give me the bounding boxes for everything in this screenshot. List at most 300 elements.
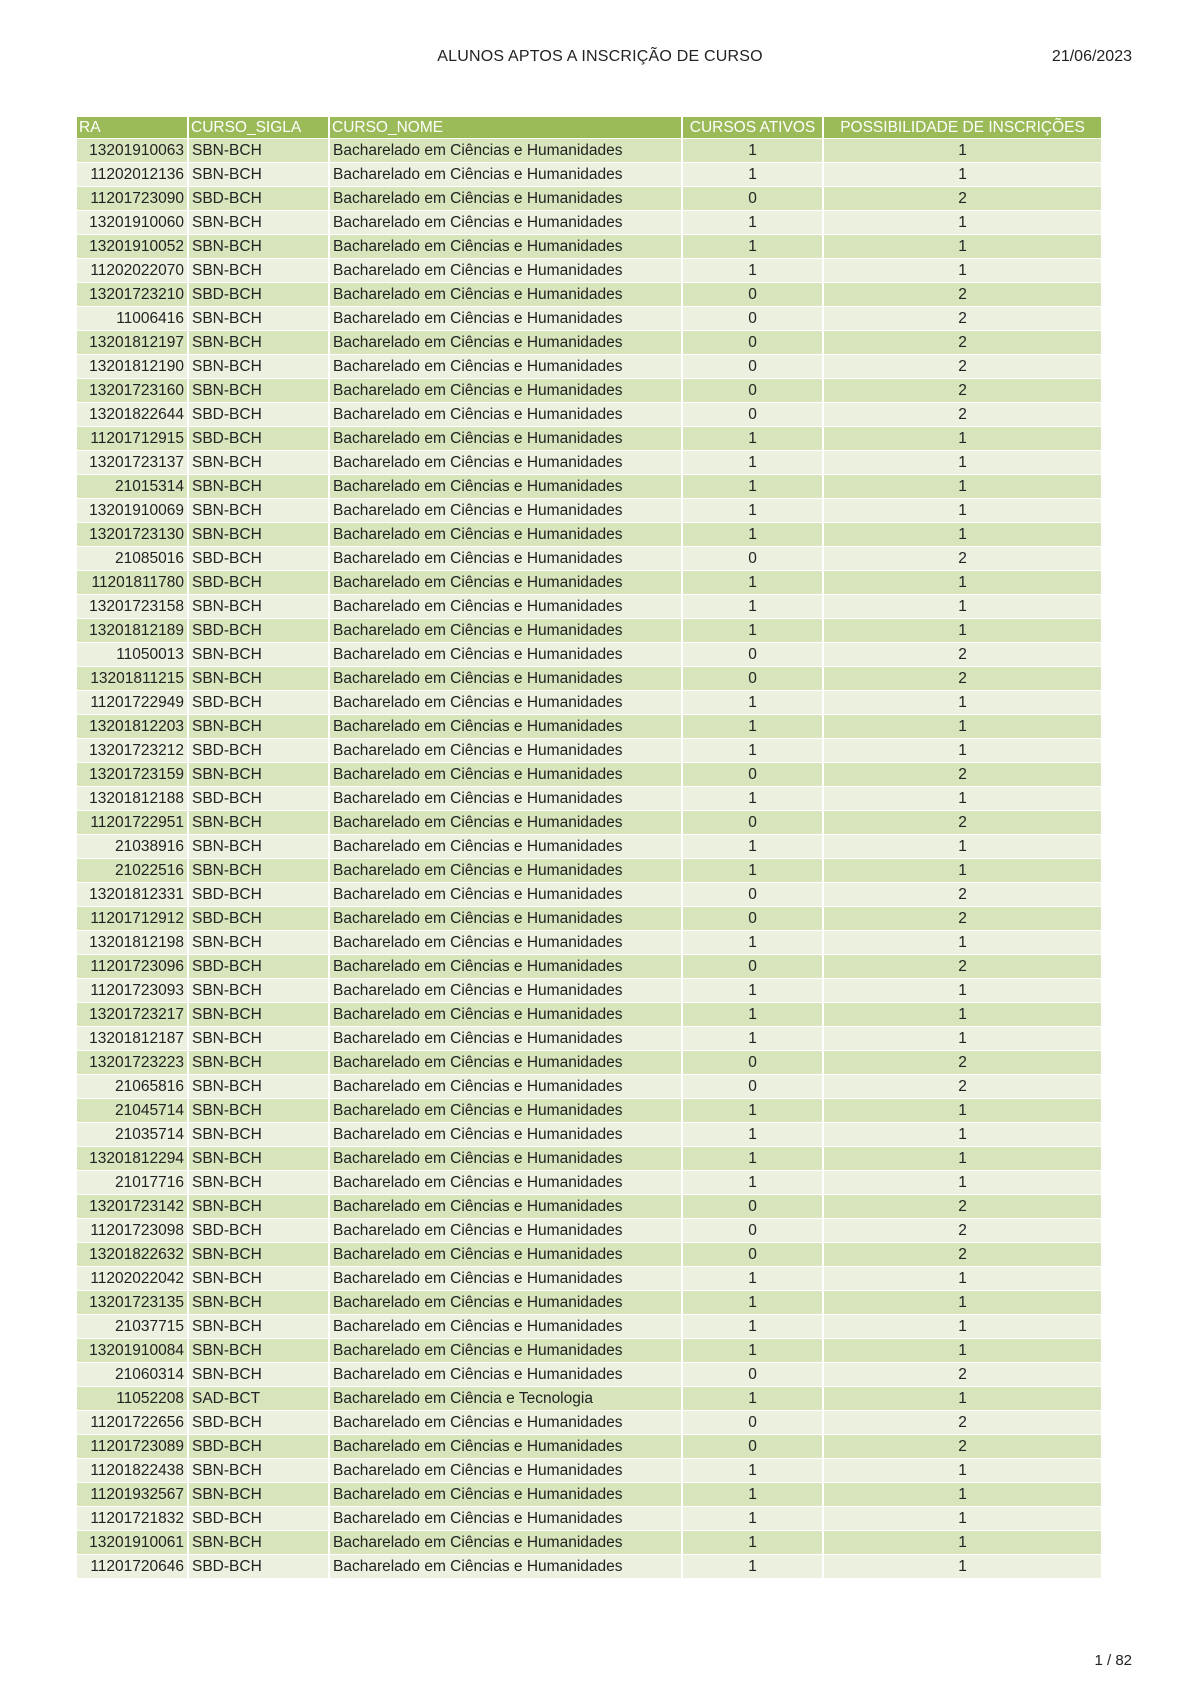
cell-curso-nome: Bacharelado em Ciências e Humanidades (330, 163, 681, 186)
cell-curso-sigla: SBN-BCH (189, 715, 328, 738)
cell-curso-nome: Bacharelado em Ciências e Humanidades (330, 355, 681, 378)
table-row (77, 931, 1101, 954)
table-row (77, 1171, 1101, 1194)
cell-curso-nome: Bacharelado em Ciências e Humanidades (330, 1363, 681, 1386)
cell-ra: 13201723159 (77, 763, 187, 786)
table-row (77, 499, 1101, 522)
table-row (77, 1075, 1101, 1098)
cell-curso-sigla: SBN-BCH (189, 331, 328, 354)
cell-cursos-ativos: 0 (683, 1435, 822, 1458)
cell-ra: 11201720646 (77, 1555, 187, 1578)
cell-cursos-ativos: 1 (683, 1507, 822, 1530)
cell-ra: 11201723090 (77, 187, 187, 210)
cell-ra: 11201723093 (77, 979, 187, 1002)
cell-possibilidade-inscricoes: 1 (824, 1267, 1101, 1290)
cell-ra: 13201812189 (77, 619, 187, 642)
cell-ra: 13201723137 (77, 451, 187, 474)
cell-curso-nome: Bacharelado em Ciências e Humanidades (330, 763, 681, 786)
cell-ra: 21038916 (77, 835, 187, 858)
cell-ra: 13201723212 (77, 739, 187, 762)
table-row (77, 979, 1101, 1002)
cell-curso-sigla: SBD-BCH (189, 547, 328, 570)
cell-cursos-ativos: 0 (683, 1075, 822, 1098)
cell-cursos-ativos: 1 (683, 139, 822, 162)
cell-ra: 21035714 (77, 1123, 187, 1146)
cell-possibilidade-inscricoes: 2 (824, 1195, 1101, 1218)
cell-curso-sigla: SBN-BCH (189, 235, 328, 258)
cell-ra: 11201712912 (77, 907, 187, 930)
cell-curso-sigla: SBD-BCH (189, 691, 328, 714)
cell-cursos-ativos: 0 (683, 331, 822, 354)
cell-ra: 21015314 (77, 475, 187, 498)
cell-possibilidade-inscricoes: 2 (824, 667, 1101, 690)
cell-possibilidade-inscricoes: 1 (824, 475, 1101, 498)
cell-curso-sigla: SBN-BCH (189, 259, 328, 282)
table-row (77, 1411, 1101, 1434)
cell-curso-sigla: SBN-BCH (189, 1147, 328, 1170)
table-row (77, 1003, 1101, 1026)
cell-curso-sigla: SBN-BCH (189, 643, 328, 666)
cell-ra: 11201723096 (77, 955, 187, 978)
cell-curso-nome: Bacharelado em Ciências e Humanidades (330, 979, 681, 1002)
cell-ra: 11201932567 (77, 1483, 187, 1506)
cell-ra: 11201723089 (77, 1435, 187, 1458)
table-row (77, 835, 1101, 858)
cell-curso-nome: Bacharelado em Ciências e Humanidades (330, 1099, 681, 1122)
cell-possibilidade-inscricoes: 2 (824, 955, 1101, 978)
cell-cursos-ativos: 1 (683, 1147, 822, 1170)
cell-cursos-ativos: 1 (683, 1555, 822, 1578)
cell-curso-nome: Bacharelado em Ciências e Humanidades (330, 859, 681, 882)
cell-curso-nome: Bacharelado em Ciências e Humanidades (330, 1195, 681, 1218)
cell-possibilidade-inscricoes: 1 (824, 691, 1101, 714)
cell-curso-nome: Bacharelado em Ciências e Humanidades (330, 955, 681, 978)
cell-curso-nome: Bacharelado em Ciências e Humanidades (330, 211, 681, 234)
cell-possibilidade-inscricoes: 1 (824, 571, 1101, 594)
cell-ra: 13201910061 (77, 1531, 187, 1554)
cell-curso-nome: Bacharelado em Ciências e Humanidades (330, 571, 681, 594)
table-row (77, 1483, 1101, 1506)
table-row (77, 787, 1101, 810)
cell-possibilidade-inscricoes: 1 (824, 163, 1101, 186)
cell-curso-nome: Bacharelado em Ciências e Humanidades (330, 1531, 681, 1554)
cell-curso-nome: Bacharelado em Ciências e Humanidades (330, 1483, 681, 1506)
cell-ra: 13201723217 (77, 1003, 187, 1026)
cell-ra: 13201723142 (77, 1195, 187, 1218)
cell-ra: 13201723130 (77, 523, 187, 546)
table-row (77, 1219, 1101, 1242)
cell-cursos-ativos: 0 (683, 907, 822, 930)
cell-possibilidade-inscricoes: 1 (824, 1099, 1101, 1122)
cell-cursos-ativos: 1 (683, 211, 822, 234)
cell-cursos-ativos: 0 (683, 1051, 822, 1074)
cell-curso-nome: Bacharelado em Ciências e Humanidades (330, 1459, 681, 1482)
table-row (77, 475, 1101, 498)
cell-cursos-ativos: 1 (683, 427, 822, 450)
cell-cursos-ativos: 1 (683, 931, 822, 954)
cell-curso-nome: Bacharelado em Ciências e Humanidades (330, 835, 681, 858)
cell-curso-sigla: SBD-BCH (189, 187, 328, 210)
cell-possibilidade-inscricoes: 2 (824, 763, 1101, 786)
cell-possibilidade-inscricoes: 2 (824, 1219, 1101, 1242)
cell-curso-nome: Bacharelado em Ciências e Humanidades (330, 451, 681, 474)
cell-possibilidade-inscricoes: 1 (824, 1003, 1101, 1026)
cell-curso-nome: Bacharelado em Ciência e Tecnologia (330, 1387, 681, 1410)
page-number: 1 / 82 (1094, 1652, 1132, 1669)
table-row (77, 187, 1101, 210)
cell-possibilidade-inscricoes: 1 (824, 1507, 1101, 1530)
cell-curso-nome: Bacharelado em Ciências e Humanidades (330, 1051, 681, 1074)
cell-curso-nome: Bacharelado em Ciências e Humanidades (330, 547, 681, 570)
cell-curso-nome: Bacharelado em Ciências e Humanidades (330, 283, 681, 306)
cell-curso-sigla: SBN-BCH (189, 499, 328, 522)
cell-cursos-ativos: 1 (683, 1315, 822, 1338)
cell-ra: 11201722949 (77, 691, 187, 714)
cell-cursos-ativos: 1 (683, 1099, 822, 1122)
cell-possibilidade-inscricoes: 2 (824, 379, 1101, 402)
cell-ra: 11201722656 (77, 1411, 187, 1434)
cell-curso-sigla: SBN-BCH (189, 211, 328, 234)
cell-curso-nome: Bacharelado em Ciências e Humanidades (330, 475, 681, 498)
cell-ra: 11050013 (77, 643, 187, 666)
cell-ra: 13201812197 (77, 331, 187, 354)
cell-ra: 13201812187 (77, 1027, 187, 1050)
cell-cursos-ativos: 1 (683, 619, 822, 642)
cell-possibilidade-inscricoes: 1 (824, 595, 1101, 618)
cell-curso-sigla: SBN-BCH (189, 859, 328, 882)
cell-possibilidade-inscricoes: 1 (824, 499, 1101, 522)
cell-curso-nome: Bacharelado em Ciências e Humanidades (330, 595, 681, 618)
cell-curso-sigla: SBD-BCH (189, 1219, 328, 1242)
cell-cursos-ativos: 0 (683, 883, 822, 906)
cell-possibilidade-inscricoes: 1 (824, 235, 1101, 258)
cell-curso-nome: Bacharelado em Ciências e Humanidades (330, 907, 681, 930)
table-row (77, 427, 1101, 450)
cell-curso-nome: Bacharelado em Ciências e Humanidades (330, 1219, 681, 1242)
cell-curso-nome: Bacharelado em Ciências e Humanidades (330, 235, 681, 258)
column-header-curso-nome: CURSO_NOME (330, 117, 681, 138)
table-row (77, 1363, 1101, 1386)
cell-possibilidade-inscricoes: 1 (824, 979, 1101, 1002)
cell-cursos-ativos: 1 (683, 691, 822, 714)
cell-cursos-ativos: 1 (683, 1123, 822, 1146)
cell-curso-nome: Bacharelado em Ciências e Humanidades (330, 1315, 681, 1338)
table-row (77, 763, 1101, 786)
cell-cursos-ativos: 1 (683, 595, 822, 618)
cell-cursos-ativos: 0 (683, 763, 822, 786)
cell-ra: 11201721832 (77, 1507, 187, 1530)
cell-cursos-ativos: 1 (683, 1483, 822, 1506)
cell-possibilidade-inscricoes: 1 (824, 523, 1101, 546)
cell-cursos-ativos: 0 (683, 307, 822, 330)
cell-cursos-ativos: 1 (683, 739, 822, 762)
table-row (77, 619, 1101, 642)
cell-possibilidade-inscricoes: 2 (824, 403, 1101, 426)
table-row (77, 259, 1101, 282)
cell-cursos-ativos: 1 (683, 1003, 822, 1026)
cell-curso-nome: Bacharelado em Ciências e Humanidades (330, 1507, 681, 1530)
cell-ra: 21017716 (77, 1171, 187, 1194)
cell-cursos-ativos: 1 (683, 787, 822, 810)
cell-curso-nome: Bacharelado em Ciências e Humanidades (330, 139, 681, 162)
cell-cursos-ativos: 0 (683, 955, 822, 978)
cell-ra: 11202022070 (77, 259, 187, 282)
cell-curso-sigla: SBN-BCH (189, 1195, 328, 1218)
cell-ra: 13201812188 (77, 787, 187, 810)
cell-curso-nome: Bacharelado em Ciências e Humanidades (330, 1435, 681, 1458)
cell-ra: 13201910052 (77, 235, 187, 258)
cell-possibilidade-inscricoes: 1 (824, 1459, 1101, 1482)
table-row (77, 1099, 1101, 1122)
table-row (77, 1531, 1101, 1554)
table-body (77, 139, 1101, 1578)
cell-cursos-ativos: 1 (683, 859, 822, 882)
cell-cursos-ativos: 1 (683, 979, 822, 1002)
cell-curso-sigla: SBN-BCH (189, 1075, 328, 1098)
cell-cursos-ativos: 1 (683, 835, 822, 858)
cell-ra: 13201812331 (77, 883, 187, 906)
cell-possibilidade-inscricoes: 1 (824, 835, 1101, 858)
cell-cursos-ativos: 0 (683, 667, 822, 690)
cell-possibilidade-inscricoes: 1 (824, 1291, 1101, 1314)
cell-curso-nome: Bacharelado em Ciências e Humanidades (330, 427, 681, 450)
cell-curso-nome: Bacharelado em Ciências e Humanidades (330, 1267, 681, 1290)
cell-curso-sigla: SBD-BCH (189, 1435, 328, 1458)
cell-possibilidade-inscricoes: 2 (824, 643, 1101, 666)
table-row (77, 955, 1101, 978)
cell-possibilidade-inscricoes: 1 (824, 1555, 1101, 1578)
cell-curso-nome: Bacharelado em Ciências e Humanidades (330, 1171, 681, 1194)
cell-possibilidade-inscricoes: 2 (824, 187, 1101, 210)
cell-ra: 21085016 (77, 547, 187, 570)
cell-ra: 11201722951 (77, 811, 187, 834)
cell-curso-sigla: SBN-BCH (189, 355, 328, 378)
cell-curso-sigla: SBD-BCH (189, 955, 328, 978)
cell-ra: 11201822438 (77, 1459, 187, 1482)
cell-cursos-ativos: 1 (683, 1339, 822, 1362)
cell-ra: 13201723210 (77, 283, 187, 306)
cell-curso-sigla: SBD-BCH (189, 427, 328, 450)
table-row (77, 739, 1101, 762)
table-row (77, 379, 1101, 402)
cell-curso-nome: Bacharelado em Ciências e Humanidades (330, 499, 681, 522)
cell-possibilidade-inscricoes: 2 (824, 1411, 1101, 1434)
cell-possibilidade-inscricoes: 1 (824, 739, 1101, 762)
cell-ra: 11202022042 (77, 1267, 187, 1290)
table-row (77, 1435, 1101, 1458)
cell-possibilidade-inscricoes: 1 (824, 211, 1101, 234)
cell-curso-nome: Bacharelado em Ciências e Humanidades (330, 1075, 681, 1098)
cell-curso-nome: Bacharelado em Ciências e Humanidades (330, 1123, 681, 1146)
cell-possibilidade-inscricoes: 2 (824, 883, 1101, 906)
cell-curso-sigla: SBD-BCH (189, 739, 328, 762)
cell-cursos-ativos: 0 (683, 1411, 822, 1434)
cell-possibilidade-inscricoes: 1 (824, 1315, 1101, 1338)
cell-curso-nome: Bacharelado em Ciências e Humanidades (330, 1243, 681, 1266)
table-row (77, 283, 1101, 306)
table-row (77, 811, 1101, 834)
cell-cursos-ativos: 0 (683, 1219, 822, 1242)
table-row (77, 715, 1101, 738)
table-row (77, 1147, 1101, 1170)
cell-cursos-ativos: 1 (683, 235, 822, 258)
table-row (77, 355, 1101, 378)
cell-possibilidade-inscricoes: 2 (824, 1243, 1101, 1266)
cell-ra: 13201812294 (77, 1147, 187, 1170)
cell-curso-nome: Bacharelado em Ciências e Humanidades (330, 691, 681, 714)
cell-ra: 13201910069 (77, 499, 187, 522)
cell-curso-nome: Bacharelado em Ciências e Humanidades (330, 331, 681, 354)
table-row (77, 235, 1101, 258)
cell-curso-sigla: SBD-BCH (189, 571, 328, 594)
cell-cursos-ativos: 0 (683, 811, 822, 834)
cell-curso-nome: Bacharelado em Ciências e Humanidades (330, 931, 681, 954)
cell-curso-sigla: SBN-BCH (189, 1099, 328, 1122)
cell-ra: 11201712915 (77, 427, 187, 450)
cell-curso-nome: Bacharelado em Ciências e Humanidades (330, 1027, 681, 1050)
cell-curso-sigla: SBD-BCH (189, 787, 328, 810)
cell-curso-sigla: SBN-BCH (189, 1315, 328, 1338)
cell-curso-nome: Bacharelado em Ciências e Humanidades (330, 403, 681, 426)
cell-possibilidade-inscricoes: 1 (824, 1387, 1101, 1410)
cell-cursos-ativos: 1 (683, 259, 822, 282)
cell-cursos-ativos: 0 (683, 547, 822, 570)
cell-cursos-ativos: 1 (683, 451, 822, 474)
cell-possibilidade-inscricoes: 2 (824, 307, 1101, 330)
cell-possibilidade-inscricoes: 1 (824, 787, 1101, 810)
cell-ra: 11201723098 (77, 1219, 187, 1242)
table-row (77, 1555, 1101, 1578)
cell-curso-sigla: SBN-BCH (189, 667, 328, 690)
table-header-row (77, 117, 1101, 138)
cell-possibilidade-inscricoes: 1 (824, 859, 1101, 882)
table-row (77, 139, 1101, 162)
cell-ra: 13201910060 (77, 211, 187, 234)
table-row (77, 523, 1101, 546)
cell-curso-sigla: SBD-BCH (189, 1555, 328, 1578)
cell-curso-sigla: SBN-BCH (189, 475, 328, 498)
cell-cursos-ativos: 1 (683, 1027, 822, 1050)
cell-curso-nome: Bacharelado em Ciências e Humanidades (330, 187, 681, 210)
cell-curso-sigla: SBN-BCH (189, 1339, 328, 1362)
column-header-curso-sigla: CURSO_SIGLA (189, 117, 328, 138)
cell-curso-sigla: SBN-BCH (189, 139, 328, 162)
column-header-cursos-ativos: CURSOS ATIVOS (683, 117, 822, 138)
table-row (77, 451, 1101, 474)
cell-possibilidade-inscricoes: 1 (824, 931, 1101, 954)
cell-cursos-ativos: 1 (683, 1531, 822, 1554)
cell-cursos-ativos: 0 (683, 355, 822, 378)
table-row (77, 1267, 1101, 1290)
table-row (77, 907, 1101, 930)
cell-ra: 21045714 (77, 1099, 187, 1122)
cell-cursos-ativos: 1 (683, 1267, 822, 1290)
cell-curso-sigla: SBN-BCH (189, 1171, 328, 1194)
cell-possibilidade-inscricoes: 1 (824, 1147, 1101, 1170)
cell-curso-nome: Bacharelado em Ciências e Humanidades (330, 811, 681, 834)
cell-curso-sigla: SBN-BCH (189, 1123, 328, 1146)
cell-curso-nome: Bacharelado em Ciências e Humanidades (330, 1339, 681, 1362)
cell-curso-nome: Bacharelado em Ciências e Humanidades (330, 1147, 681, 1170)
table-row (77, 571, 1101, 594)
cell-curso-sigla: SBN-BCH (189, 595, 328, 618)
table-row (77, 1027, 1101, 1050)
table-row (77, 883, 1101, 906)
cell-curso-sigla: SBN-BCH (189, 1363, 328, 1386)
cell-possibilidade-inscricoes: 1 (824, 427, 1101, 450)
cell-curso-sigla: SBN-BCH (189, 763, 328, 786)
cell-cursos-ativos: 0 (683, 1243, 822, 1266)
cell-curso-nome: Bacharelado em Ciências e Humanidades (330, 1411, 681, 1434)
table-row (77, 1459, 1101, 1482)
column-header-possibilidade-inscricoes: POSSIBILIDADE DE INSCRIÇÕES (824, 117, 1101, 138)
table-row (77, 163, 1101, 186)
students-table (75, 116, 1103, 1579)
cell-ra: 13201723158 (77, 595, 187, 618)
table-row (77, 403, 1101, 426)
cell-possibilidade-inscricoes: 1 (824, 451, 1101, 474)
cell-ra: 13201910063 (77, 139, 187, 162)
cell-possibilidade-inscricoes: 1 (824, 139, 1101, 162)
cell-cursos-ativos: 1 (683, 1171, 822, 1194)
cell-ra: 21037715 (77, 1315, 187, 1338)
cell-curso-nome: Bacharelado em Ciências e Humanidades (330, 259, 681, 282)
table-row (77, 1387, 1101, 1410)
cell-curso-sigla: SAD-BCT (189, 1387, 328, 1410)
table-row (77, 667, 1101, 690)
cell-cursos-ativos: 1 (683, 715, 822, 738)
cell-curso-nome: Bacharelado em Ciências e Humanidades (330, 715, 681, 738)
cell-possibilidade-inscricoes: 1 (824, 259, 1101, 282)
cell-ra: 21065816 (77, 1075, 187, 1098)
cell-possibilidade-inscricoes: 1 (824, 1027, 1101, 1050)
cell-curso-sigla: SBN-BCH (189, 1291, 328, 1314)
cell-possibilidade-inscricoes: 2 (824, 547, 1101, 570)
cell-curso-sigla: SBD-BCH (189, 883, 328, 906)
cell-curso-sigla: SBD-BCH (189, 283, 328, 306)
cell-possibilidade-inscricoes: 2 (824, 907, 1101, 930)
cell-cursos-ativos: 0 (683, 379, 822, 402)
cell-curso-sigla: SBN-BCH (189, 307, 328, 330)
table-row (77, 331, 1101, 354)
cell-possibilidade-inscricoes: 2 (824, 811, 1101, 834)
cell-cursos-ativos: 1 (683, 475, 822, 498)
cell-curso-sigla: SBD-BCH (189, 619, 328, 642)
table-row (77, 1291, 1101, 1314)
table-row (77, 1243, 1101, 1266)
cell-possibilidade-inscricoes: 2 (824, 331, 1101, 354)
cell-curso-nome: Bacharelado em Ciências e Humanidades (330, 667, 681, 690)
cell-cursos-ativos: 1 (683, 1459, 822, 1482)
cell-ra: 13201811215 (77, 667, 187, 690)
table-row (77, 1195, 1101, 1218)
cell-cursos-ativos: 0 (683, 403, 822, 426)
table-row (77, 595, 1101, 618)
cell-curso-sigla: SBN-BCH (189, 379, 328, 402)
cell-curso-nome: Bacharelado em Ciências e Humanidades (330, 1555, 681, 1578)
cell-ra: 13201822632 (77, 1243, 187, 1266)
cell-possibilidade-inscricoes: 1 (824, 1123, 1101, 1146)
cell-ra: 11006416 (77, 307, 187, 330)
cell-ra: 13201723160 (77, 379, 187, 402)
cell-possibilidade-inscricoes: 2 (824, 1075, 1101, 1098)
cell-curso-sigla: SBN-BCH (189, 163, 328, 186)
cell-possibilidade-inscricoes: 1 (824, 619, 1101, 642)
document-date: 21/06/2023 (1051, 48, 1132, 65)
cell-ra: 13201723223 (77, 1051, 187, 1074)
cell-curso-sigla: SBN-BCH (189, 523, 328, 546)
cell-ra: 21022516 (77, 859, 187, 882)
